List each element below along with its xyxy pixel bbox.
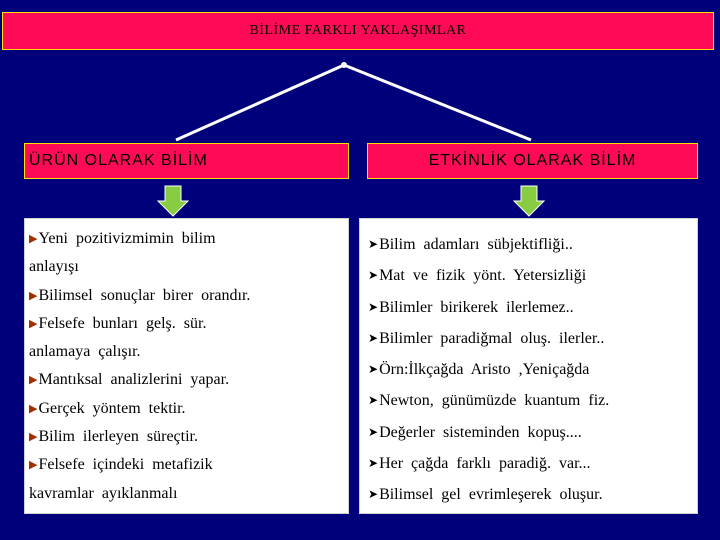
triangle-right-icon: ▶: [29, 317, 38, 330]
chevron-right-icon: ➤: [368, 393, 379, 408]
product-line: ▶Mantıksal analizlerini yapar.: [29, 366, 344, 394]
product-line: anlamaya çalışır.: [29, 343, 141, 361]
product-line: ▶Yeni pozitivizmimin bilim: [29, 225, 344, 253]
activity-heading: ETKİNLİK OLARAK BİLİM: [428, 152, 637, 169]
triangle-right-icon: ▶: [29, 233, 38, 245]
title-banner: [2, 12, 714, 50]
product-line: anlayışı: [29, 258, 79, 276]
chevron-right-icon: ➤: [368, 330, 379, 345]
chevron-right-icon: ➤: [368, 362, 379, 377]
activity-line: ➤Bilimler birikerek ilerlemez..: [368, 292, 697, 323]
left-down-arrow: [158, 186, 188, 216]
chevron-right-icon: ➤: [368, 456, 379, 471]
activity-line: ➤Bilimsel gel evrimleşerek oluşur.: [368, 479, 697, 510]
product-line: kavramlar ayıklanmalı: [29, 484, 178, 502]
diagram-title: BİLİME FARKLI YAKLAŞIMLAR: [249, 23, 467, 38]
triangle-right-icon: ▶: [29, 374, 38, 387]
product-line: ▶Felsefe içindeki metafizik: [29, 451, 344, 479]
chevron-right-icon: ➤: [368, 237, 379, 251]
activity-line: ➤Bilimler paradiğmal oluş. ilerler..: [368, 323, 697, 354]
branch-connector: [176, 65, 531, 140]
activity-heading-box: [367, 143, 698, 179]
product-line: ▶Gerçek yöntem tektir.: [29, 395, 344, 423]
product-heading-box: [24, 143, 349, 179]
triangle-right-icon: ▶: [29, 459, 38, 472]
chevron-right-icon: ➤: [368, 487, 379, 502]
product-line: ▶Bilimsel sonuçlar birer orandır.: [29, 282, 344, 310]
activity-line: ➤Örn:İlkçağda Aristo ,Yeniçağda: [368, 354, 697, 385]
activity-line: ➤Bilim adamları sübjektifliği..: [368, 229, 697, 260]
activity-panel: [359, 218, 698, 514]
activity-line: ➤Değerler sisteminden kopuş....: [368, 417, 697, 448]
activity-line: ➤Mat ve fizik yönt. Yetersizliği: [368, 260, 697, 291]
product-panel: [24, 218, 349, 514]
right-down-arrow: [514, 186, 544, 216]
triangle-right-icon: ▶: [29, 431, 38, 444]
triangle-right-icon: ▶: [29, 402, 38, 415]
chevron-right-icon: ➤: [368, 424, 379, 439]
activity-line: ➤Her çağda farklı paradiğ. var...: [368, 448, 697, 479]
branch-node: [341, 62, 347, 68]
chevron-right-icon: ➤: [368, 299, 379, 314]
product-heading: ÜRÜN OLARAK BİLİM: [29, 152, 208, 169]
product-line: ▶Felsefe bunları gelş. sür.: [29, 310, 344, 338]
activity-line: ➤Newton, günümüzde kuantum fiz.: [368, 385, 697, 416]
triangle-right-icon: ▶: [29, 289, 38, 302]
chevron-right-icon: ➤: [368, 268, 379, 283]
product-line: ▶Bilim ilerleyen süreçtir.: [29, 423, 344, 451]
